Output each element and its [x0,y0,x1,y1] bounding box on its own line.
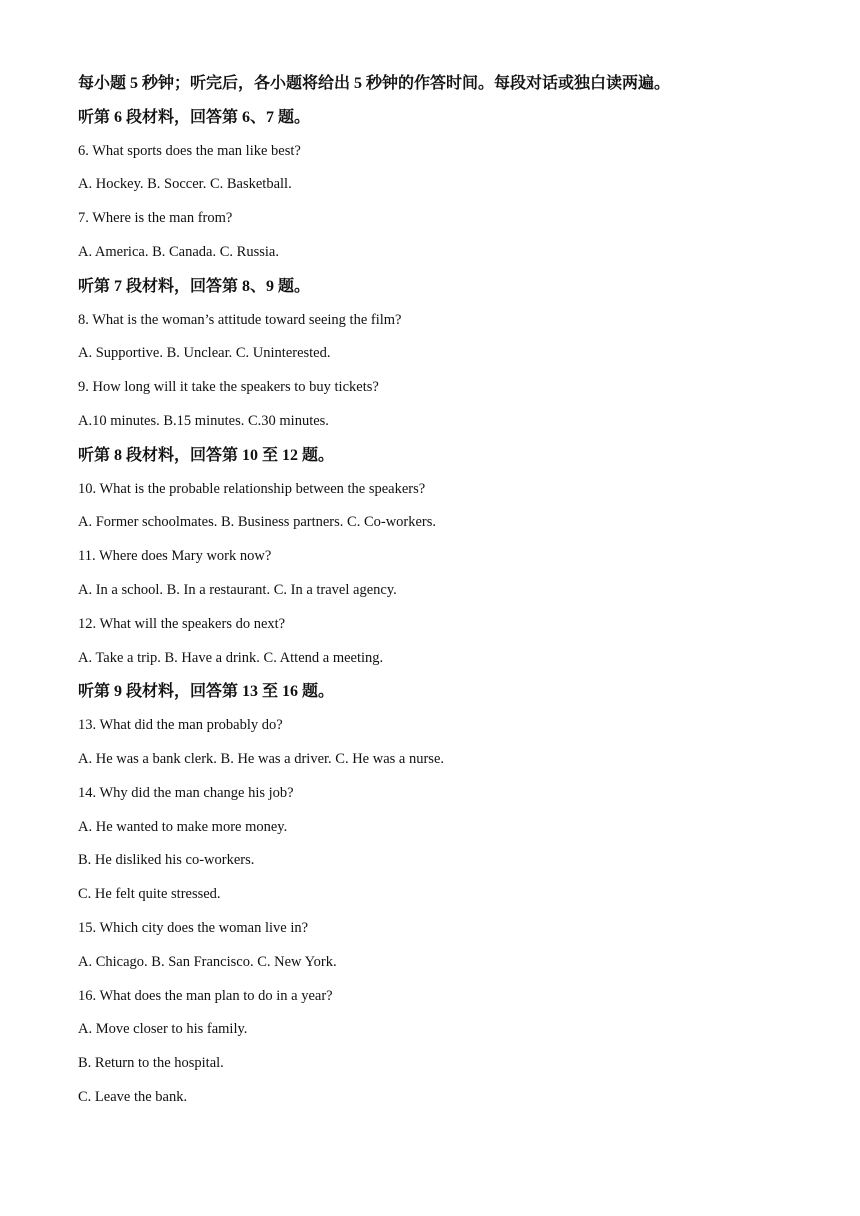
options-11: A. In a school. B. In a restaurant. C. In a travel agency. [78,581,397,598]
section-heading-8: 听第 8 段材料，回答第 10 至 12 题。 [78,446,335,464]
question-11: 11. Where does Mary work now? [78,548,272,565]
question-15: 15. Which city does the woman live in? [78,919,309,936]
options-8: A. Supportive. B. Unclear. C. Uninterested. [78,345,331,362]
question-12: 12. What will the speakers do next? [78,615,286,632]
document-page [78,67,798,1115]
section-heading-9: 听第 9 段材料，回答第 13 至 16 题。 [78,683,335,701]
options-6: A. Hockey. B. Soccer. C. Basketball. [78,176,292,193]
option-14-b: B. He disliked his co-workers. [78,852,255,869]
option-16-a: A. Move closer to his family. [78,1021,248,1038]
options-15: A. Chicago. B. San Francisco. C. New York. [78,953,337,970]
question-13: 13. What did the man probably do? [78,717,283,734]
options-10: A. Former schoolmates. B. Business partners. C. Co-workers. [78,514,437,531]
question-6: 6. What sports does the man like best? [78,142,301,159]
options-13: A. He was a bank clerk. B. He was a driver. C. He was a nurse. [78,750,445,767]
section-heading-7: 听第 7 段材料，回答第 8、9 题。 [78,277,311,295]
option-14-a: A. He wanted to make more money. [78,818,288,835]
options-12: A. Take a trip. B. Have a drink. C. Attend a meeting. [78,649,384,666]
options-7: A. America. B. Canada. C. Russia. [78,243,279,260]
question-9: 9. How long will it take the speakers to buy tickets? [78,379,379,396]
question-8: 8. What is the woman’s attitude toward seeing the film? [78,311,402,328]
options-9: A.10 minutes. B.15 minutes. C.30 minutes. [78,412,329,429]
question-14: 14. Why did the man change his job? [78,784,294,801]
question-16: 16. What does the man plan to do in a year? [78,987,333,1004]
section-heading-6: 听第 6 段材料，回答第 6、7 题。 [78,108,311,126]
option-14-c: C. He felt quite stressed. [78,886,221,903]
option-16-b: B. Return to the hospital. [78,1055,224,1072]
question-10: 10. What is the probable relationship between the speakers? [78,480,426,497]
question-7: 7. Where is the man from? [78,210,233,227]
option-16-c: C. Leave the bank. [78,1088,188,1105]
instruction-text: 每小题 5 秒钟；听完后，各小题将给出 5 秒钟的作答时间。每段对话或独白读两遍。 [78,75,671,92]
